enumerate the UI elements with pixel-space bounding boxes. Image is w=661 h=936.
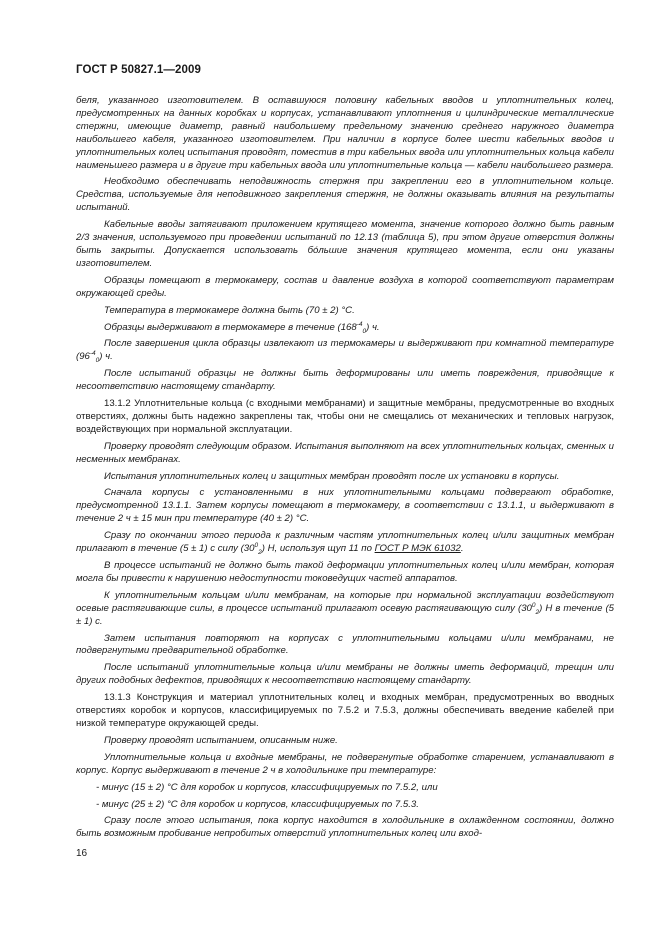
paragraph: Проверку проводят испытанием, описанным ниже. (104, 734, 338, 746)
text-run: ) Н, используя щуп 11 по (261, 543, 375, 555)
list-item: - минус (15 ± 2) °С для коробок и корпусов, классифицируемых по 7.5.2, или (96, 781, 438, 793)
paragraph: Температура в термокамере должна быть (70 ± 2) °С. (104, 304, 355, 316)
superscript: -4 (356, 320, 363, 328)
paragraph: После испытаний уплотнительные кольца и/или мембраны не должны иметь деформаций, трещин или других подобных дефектов, приводящих к несоответствию настоящему стандарту. (76, 662, 614, 687)
subscript: 0 (362, 327, 367, 335)
paragraph: Испытания уплотнительных колец и защитных мембран проводят после их установки в корпусы. (104, 470, 560, 482)
paragraph: Необходимо обеспечивать неподвижность стержня при закреплении его в уплотнительном кольце. Средства, используемые для неподвижного закрепления стержня, не должны оказывать влияния на результаты испытаний. (76, 176, 614, 214)
paragraph: Кабельные вводы затягивают приложением крутящего момента, значение которого должно быть равным 2/3 значения, используемого при проведении испытаний по 12.13 (таблица 5), при этом другие отверстия должны быть закрыты. Допускается использовать бóльшие значения крутящего момента, если они указаны изготовителем. (76, 219, 614, 269)
paragraph: Образцы помещают в термокамеру, состав и давление воздуха в которой соответствуют параметрам окружающей среды. (76, 274, 614, 299)
paragraph (76, 590, 614, 629)
text-run: К уплотнительным кольцам и/или мембранам, на которые при нормальной эксплуатации воздействуют осевые растягивающие силы, в процессе испытаний прилагают осевую растягивающую силу (30 (76, 589, 614, 614)
section-13-1-2: 13.1.2 Уплотнительные кольца (с входными мембранами) и защитные мембраны, предусмотренные во входных отверстиях, должны быть надежно закреплены так, чтобы они не смещались от механических и тепловых нагрузок, воздействующих при нормальной эксплуатации. (76, 398, 614, 435)
list-item: - минус (25 ± 2) °С для коробок и корпусов, классифицируемых по 7.5.3. (96, 798, 419, 810)
paragraph: беля, указанного изготовителем. В оставшуюся половину кабельных вводов и уплотнительных колец, предусмотренных на данных коробках и корпусах, устанавливают уплотнения и цилиндрические металлические стержни, имеющие диаметр, равный наибольшему предельному значению среднего наружного диаметра наибольшего кабеля, указанного изготовителем. При наличии в корпусе более шести кабельных вводов и уплотнительных колец испытания проводят, поместив в три кабельных ввода или уплотнительных кольца кабели наименьшего размера и в другие три кабельных ввода или уплотнительные кольца — кабели наибольшего размера. (76, 95, 614, 171)
text-run: ) Н в течение (5 ± 1) с. (76, 602, 614, 627)
paragraph (76, 338, 614, 364)
text-run: ) ч. (99, 351, 113, 363)
document-body (76, 95, 614, 845)
text-run: ) ч. (366, 321, 380, 333)
paragraph: Сначала корпусы с установленными в них уплотнительными кольцами подвергают обработке, предусмотренной 13.1.1. Затем корпусы помещают в термокамеру, в соответствии с 13.1.1, и выдерживают в течение 2 ч ± 15 мин при температуре (40 ± 2) °С. (76, 487, 614, 525)
superscript: -4 (89, 350, 96, 358)
paragraph: Проверку проводят следующим образом. Испытания выполняют на всех уплотнительных кольцах, сменных и несменных мембранах. (76, 440, 614, 465)
subscript: 0 (95, 357, 100, 365)
superscript: 0 (531, 601, 536, 609)
page-number: 16 (76, 848, 88, 859)
paragraph (76, 530, 614, 556)
paragraph: Уплотнительные кольца и входные мембраны, не подвергнутые обработке старением, устанавливают в корпус. Корпус выдерживают в течение 2 ч в холодильнике при температуре: (76, 751, 614, 776)
text-run: . (460, 543, 464, 555)
section-13-1-3: 13.1.3 Конструкция и материал уплотнительных колец и входных мембран, предусмотренных во вводных отверстиях коробок и корпусов, классифицируемых по 7.5.2 и 7.5.3, должны обеспечивать введение кабелей при низкой температуре окружающей среды. (76, 692, 614, 729)
paragraph (76, 322, 614, 335)
document-header: ГОСТ Р 50827.1—2009 (76, 64, 201, 76)
subscript: 2 (535, 608, 540, 616)
text-run: Образцы выдерживают в термокамере в течение (168 (104, 321, 357, 333)
standard-reference-link[interactable]: ГОСТ Р МЭК 61032 (374, 543, 461, 555)
paragraph: Сразу после этого испытания, пока корпус находится в холодильнике в охлажденном состоянии, должно быть возможным пробивание непробитых отверстий уплотнительных колец или вход- (76, 815, 614, 840)
paragraph: В процессе испытаний не должно быть такой деформации уплотнительных колец и/или мембран, которая могла бы привести к нарушению недоступности токоведущих частей аппаратов. (76, 560, 614, 584)
superscript: 0 (254, 541, 259, 549)
subscript: 2 (258, 549, 262, 556)
paragraph: Затем испытания повторяют на корпусах с уплотнительными кольцами и/или мембранами, не подвергнутыми предварительной обработке. (76, 632, 614, 657)
text-run: Сразу по окончании этого периода к различным частям уплотнительных колец и/или защитных мембран прилагают в течение (5 ± 1) с силу (30 (76, 530, 614, 555)
text-run: После завершения цикла образцы извлекают из термокамеры и выдерживают при комнатной температуре (96 (76, 338, 614, 363)
paragraph: После испытаний образцы не должны быть деформированы или иметь повреждения, приводящие к несоответствию настоящему стандарту. (76, 368, 614, 393)
